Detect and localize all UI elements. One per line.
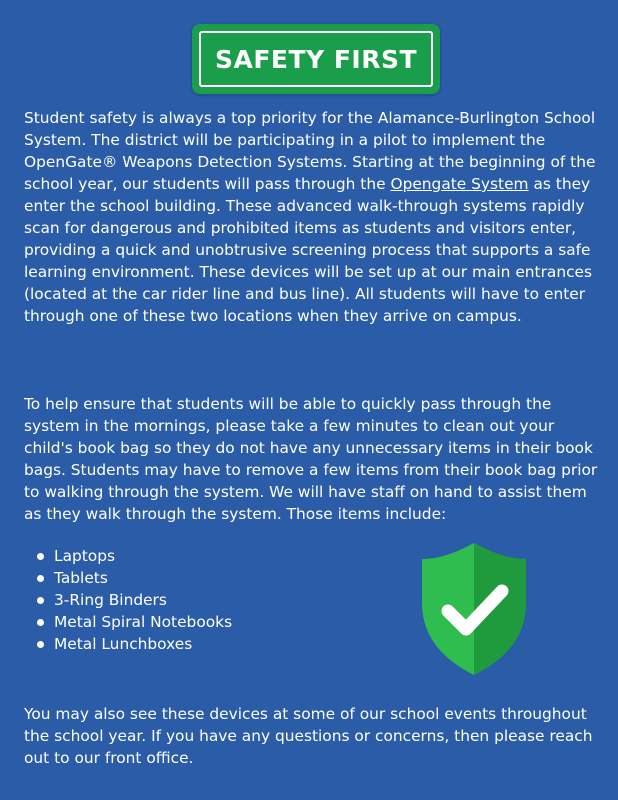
intro-text-end: as they enter the school building. These advanced walk-through systems rapidly scan for dangerous and prohibited items as students and visitors enter, providing a quick and unobtrusive screening process that supports a safe learning environment. These devices will be set up at our main entrances (located at the car rider line and bus line). All students will have to enter through one of these two locations when they arrive on campus. (24, 175, 593, 325)
list-item (0, 589, 232, 611)
shield-check-icon (418, 541, 530, 677)
list-item (0, 545, 232, 567)
list-item-label: Metal Lunchboxes (54, 635, 193, 653)
title-frame (199, 31, 433, 87)
bullet-icon (37, 597, 44, 604)
list-item (0, 567, 232, 589)
list-item-label: 3-Ring Binders (54, 591, 167, 609)
list-item (0, 611, 232, 633)
instructions-paragraph: To help ensure that students will be able to quickly pass through the system in the mornings, please take a few minutes to clean out your child's book bag so they do not have any unnecessary items in their book bags. Students may have to remove a few items from their book bag prior to walking through the system. We will have staff on hand to assist them as they walk through the system. Those items include: (24, 395, 598, 523)
closing-paragraph: You may also see these devices at some of our school events throughout the school year. If you have any questions or concerns, then please reach out to our front office. (24, 705, 593, 767)
title-badge (192, 24, 440, 94)
list-item-label: Metal Spiral Notebooks (54, 613, 233, 631)
intro-paragraph (24, 107, 602, 327)
bullet-icon (37, 641, 44, 648)
opengate-system-link[interactable]: Opengate System (390, 175, 529, 193)
list-item (0, 633, 232, 655)
intro-text-start: Student safety is always a top priority for the Alamance-Burlington School System. The district will be participating in a pilot to implement the OpenGate® Weapons Detection Systems. Starting at the beginning of the school year, our students will pass through the (24, 109, 596, 193)
bullet-icon (37, 619, 44, 626)
page-title: SAFETY FIRST (214, 44, 418, 74)
bullet-icon (37, 553, 44, 560)
list-item-label: Tablets (54, 569, 108, 587)
items-list (0, 545, 232, 655)
list-item-label: Laptops (54, 547, 116, 565)
bullet-icon (37, 575, 44, 582)
